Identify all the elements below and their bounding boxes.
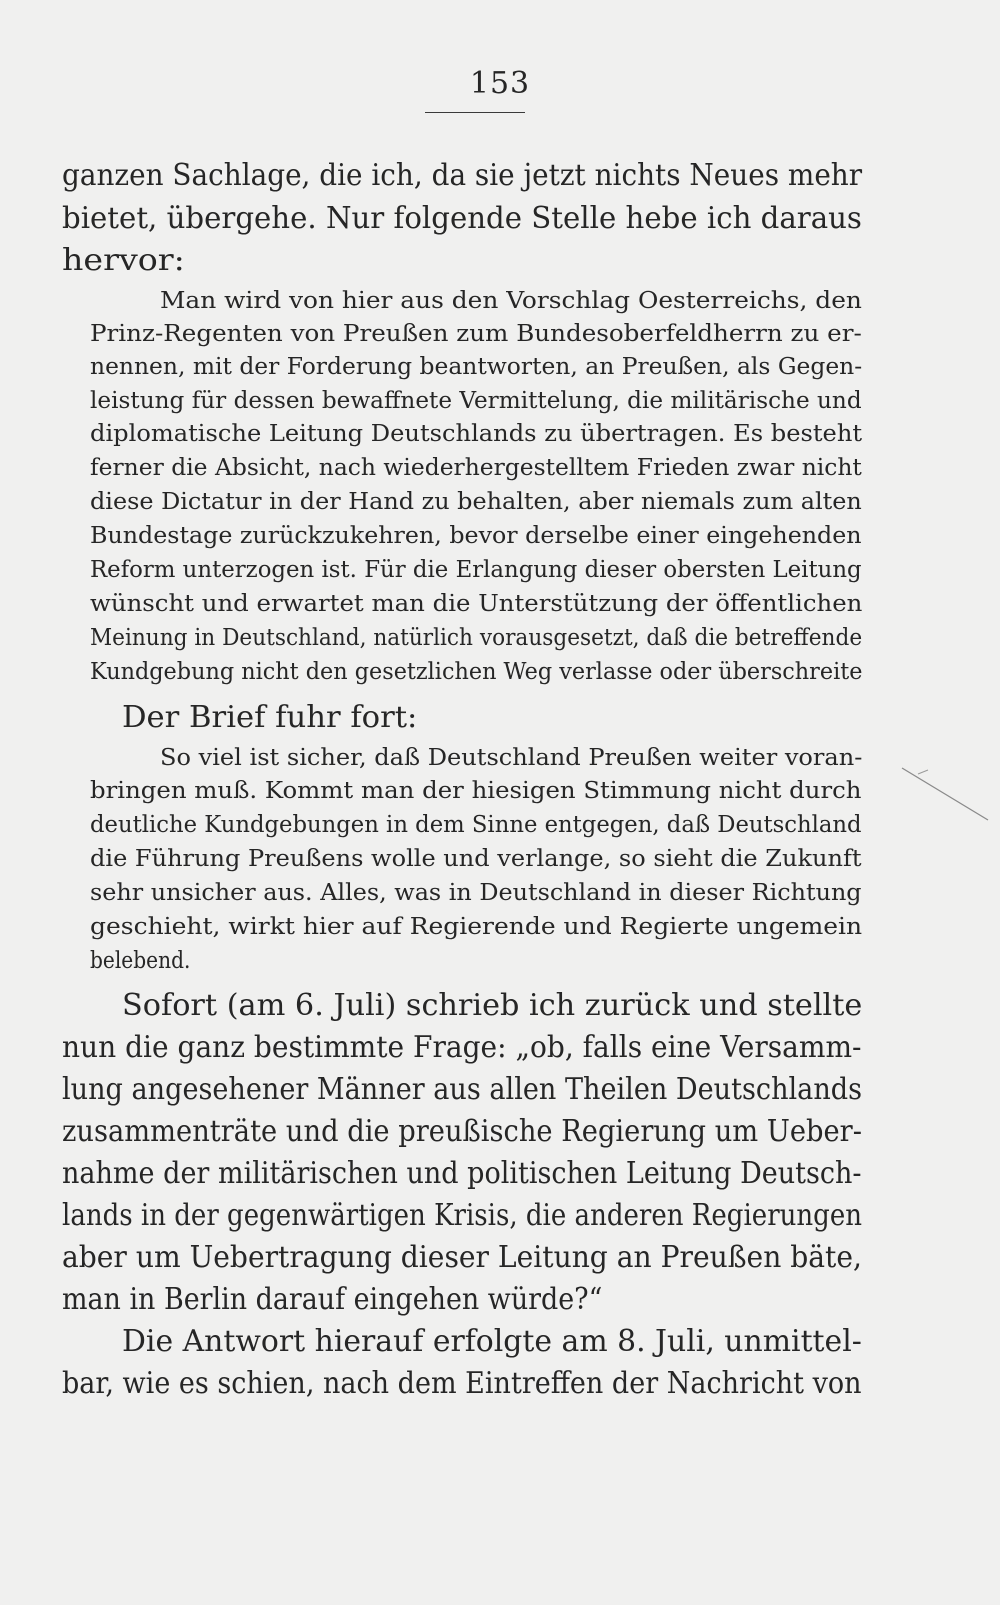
text-line: hervor: — [62, 243, 185, 278]
page-number: 153 — [469, 66, 531, 101]
text-line: nahme der militärischen und politischen Leitung Deutsch- — [62, 1156, 862, 1191]
quote-line: Reform unterzogen ist. Für die Erlangung dieser obersten Leitung — [90, 557, 862, 583]
text-line: aber um Uebertragung dieser Leitung an Preußen bäte, — [62, 1240, 862, 1275]
quote-line: belebend. — [90, 948, 191, 974]
text-line: ganzen Sachlage, die ich, da sie jetzt nichts Neues mehr — [62, 158, 863, 193]
text-line: lands in der gegenwärtigen Krisis, die anderen Regierungen — [62, 1198, 863, 1233]
quote-line: die Führung Preußens wolle und verlange, so sieht die Zukunft — [90, 846, 862, 872]
quote-line: diplomatische Leitung Deutschlands zu übertragen. Es besteht — [90, 421, 863, 447]
text-line: Sofort (am 6. Juli) schrieb ich zurück und stellte — [122, 988, 863, 1023]
text-line: Die Antwort hierauf erfolgte am 8. Juli, unmittel- — [122, 1324, 862, 1359]
quote-line: deutliche Kundgebungen in dem Sinne entgegen, daß Deutschland — [90, 812, 862, 838]
quote-line: So viel ist sicher, daß Deutschland Preußen weiter voran- — [160, 745, 863, 771]
quote-line: diese Dictatur in der Hand zu behalten, aber niemals zum alten — [90, 489, 862, 515]
text-line: lung angesehener Männer aus allen Theilen Deutschlands — [62, 1072, 863, 1107]
page-number-rule — [425, 112, 525, 113]
text-line: bietet, übergehe. Nur folgende Stelle hebe ich daraus — [62, 201, 862, 236]
quote-line: Prinz-Regenten von Preußen zum Bundesoberfeldherrn zu er- — [90, 321, 862, 347]
text-line: Der Brief fuhr fort: — [122, 700, 418, 735]
text-line: bar, wie es schien, nach dem Eintreffen der Nachricht von — [62, 1366, 862, 1401]
quote-line: Bundestage zurückzukehren, bevor derselbe einer eingehenden — [90, 523, 862, 549]
quote-line: Meinung in Deutschland, natürlich vorausgesetzt, daß die betreffende — [90, 625, 863, 651]
quote-line: geschieht, wirkt hier auf Regierende und Regierte ungemein — [90, 914, 863, 940]
pencil-mark — [900, 760, 990, 830]
quote-line: ferner die Absicht, nach wiederhergestelltem Frieden zwar nicht — [90, 455, 862, 481]
quote-line: Kundgebung nicht den gesetzlichen Weg verlasse oder überschreite — [90, 659, 863, 685]
text-line: zusammenträte und die preußische Regierung um Ueber- — [62, 1114, 862, 1149]
quote-line: leistung für dessen bewaffnete Vermittelung, die militärische und — [90, 388, 862, 414]
quote-line: nennen, mit der Forderung beantworten, an Preußen, als Gegen- — [90, 354, 863, 380]
quote-line: bringen muß. Kommt man der hiesigen Stimmung nicht durch — [90, 778, 862, 804]
quote-line: wünscht und erwartet man die Unterstützung der öffentlichen — [90, 591, 863, 617]
text-line: nun die ganz bestimmte Frage: „ob, falls eine Versamm- — [62, 1030, 862, 1065]
text-line: man in Berlin darauf eingehen würde?“ — [62, 1282, 603, 1317]
quote-line: sehr unsicher aus. Alles, was in Deutschland in dieser Richtung — [90, 880, 862, 906]
quote-line: Man wird von hier aus den Vorschlag Oesterreichs, den — [160, 288, 862, 314]
